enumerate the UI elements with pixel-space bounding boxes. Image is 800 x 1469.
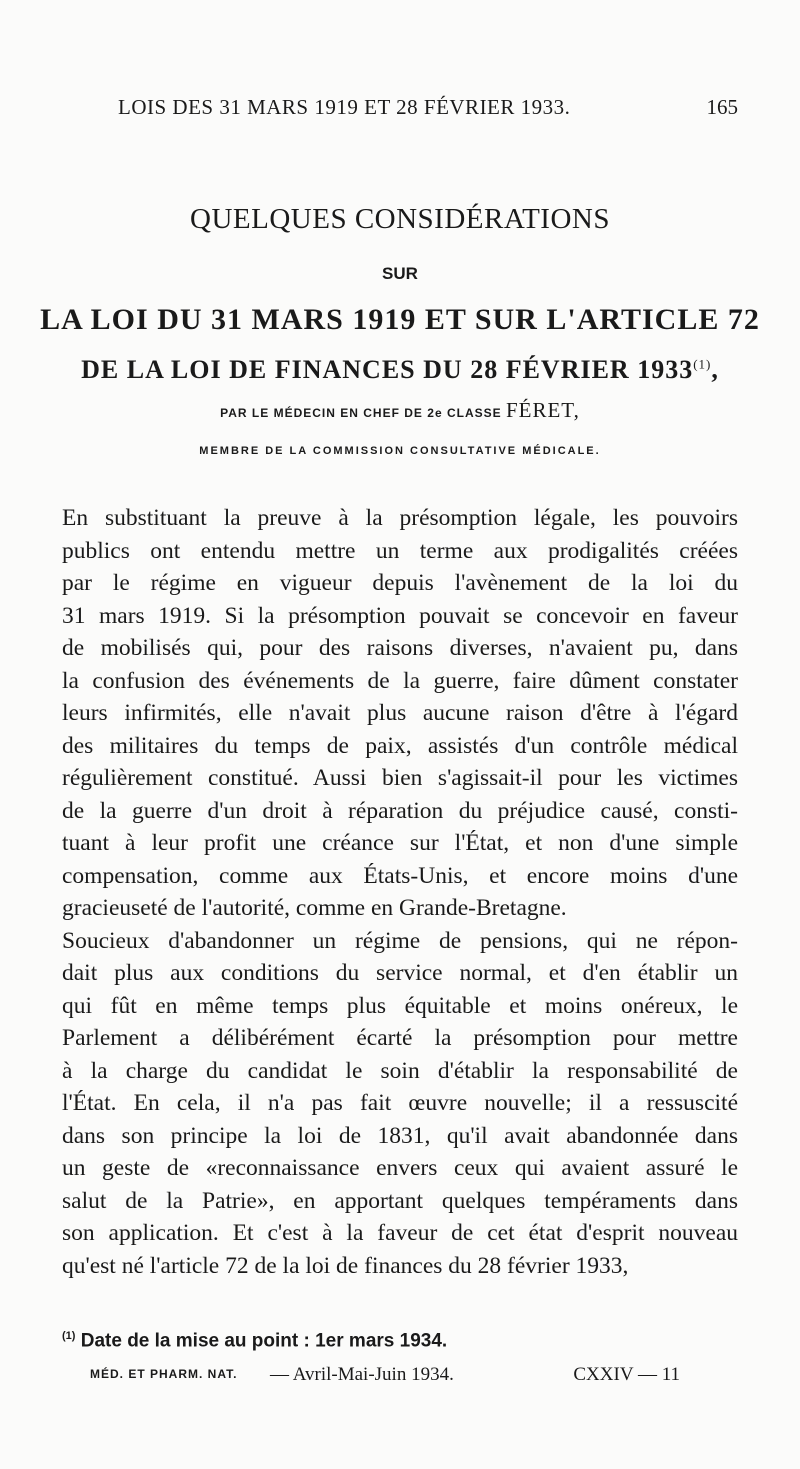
body-line: dait plus aux conditions du service normal, et d'en établir un: [62, 960, 738, 986]
body-line: à la charge du candidat le soin d'établir la responsabilité de: [62, 1057, 738, 1084]
body-line: un geste de «reconnaissance envers ceux qui avaient assuré le: [62, 1155, 738, 1181]
body-line: En substituant la preuve à la présomption légale, les pouvoirs: [62, 505, 738, 531]
footer-issue: — Avril-Mai-Juin 1934.: [270, 1364, 454, 1385]
article-title-line-4: [0, 355, 800, 385]
body-line: de mobilisés qui, pour des raisons diverses, n'avaient pu, dans: [62, 635, 738, 661]
body-text: [62, 502, 738, 1282]
body-line: 31 mars 1919. Si la présomption pouvait se concevoir en faveur: [62, 602, 738, 629]
footnote-marker: (1): [62, 1330, 76, 1342]
body-line: la confusion des événements de la guerre, faire dûment constater: [62, 667, 738, 694]
body-line: par le régime en vigueur depuis l'avènement de la loi du: [62, 570, 738, 596]
body-line: son application. Et c'est à la faveur de cet état d'esprit nouveau: [62, 1220, 738, 1246]
page-number: 165: [706, 95, 738, 119]
body-line: Soucieux d'abandonner un régime de pensions, qui ne répon-: [62, 927, 738, 954]
article-title-line-2: SUR: [382, 264, 418, 283]
body-line: de la guerre d'un droit à réparation du préjudice causé, consti-: [62, 797, 738, 824]
body-line: des militaires du temps de paix, assistés d'un contrôle médical: [62, 732, 738, 759]
article-title-line-3: LA LOI DU 31 MARS 1919 ET SUR L'ARTICLE 72: [40, 303, 760, 336]
author-affiliation: MEMBRE DE LA COMMISSION CONSULTATIVE MÉDICALE.: [199, 445, 601, 457]
body-line: régulièrement constitué. Aussi bien s'agissait-il pour les victimes: [62, 765, 738, 791]
body-line: publics ont entendu mettre un terme aux prodigalités créées: [62, 537, 738, 564]
article-title-line-1: QUELQUES CONSIDÉRATIONS: [190, 203, 610, 235]
body-line: dans son principe la loi de 1831, qu'il avait abandonnée dans: [62, 1122, 738, 1149]
byline-prefix: PAR LE MÉDECIN EN CHEF DE 2e CLASSE: [220, 406, 502, 420]
page-footer: [90, 1364, 680, 1393]
article-title-line-4-text: DE LA LOI DE FINANCES DU 28 FÉVRIER 1933: [81, 355, 694, 384]
byline: [0, 398, 800, 423]
body-line: qu'est né l'article 72 de la loi de finances du 28 février 1933,: [62, 1252, 629, 1279]
body-line: leurs infirmités, elle n'avait plus aucune raison d'être à l'égard: [62, 700, 738, 726]
body-line: tuant à leur profit une créance sur l'État, et non d'une simple: [62, 830, 738, 856]
title-footnote-ref: (1): [693, 356, 712, 372]
body-line: qui fût en même temps plus équitable et moins onéreux, le: [62, 992, 738, 1019]
footer-journal: MÉD. ET PHARM. NAT.: [90, 1367, 238, 1381]
footnote: [62, 1330, 447, 1352]
body-line: salut de la Patrie», en apportant quelques tempéraments dans: [62, 1187, 738, 1214]
running-header: [118, 95, 738, 125]
body-line: Parlement a délibérément écarté la présomption pour mettre: [62, 1025, 738, 1051]
body-line: compensation, comme aux États-Unis, et encore moins d'une: [62, 862, 738, 889]
body-line: gracieuseté de l'autorité, comme en Grande-Bretagne.: [62, 895, 567, 921]
footnote-text: Date de la mise au point : 1er mars 1934.: [80, 1330, 448, 1352]
footer-volume: CXXIV — 11: [573, 1364, 680, 1385]
author-name: FÉRET,: [505, 398, 580, 422]
article-title-line-4-end: ,: [711, 355, 719, 384]
running-title: LOIS DES 31 MARS 1919 ET 28 FÉVRIER 1933.: [118, 95, 571, 119]
body-line: l'État. En cela, il n'a pas fait œuvre nouvelle; il a ressuscité: [62, 1090, 738, 1116]
